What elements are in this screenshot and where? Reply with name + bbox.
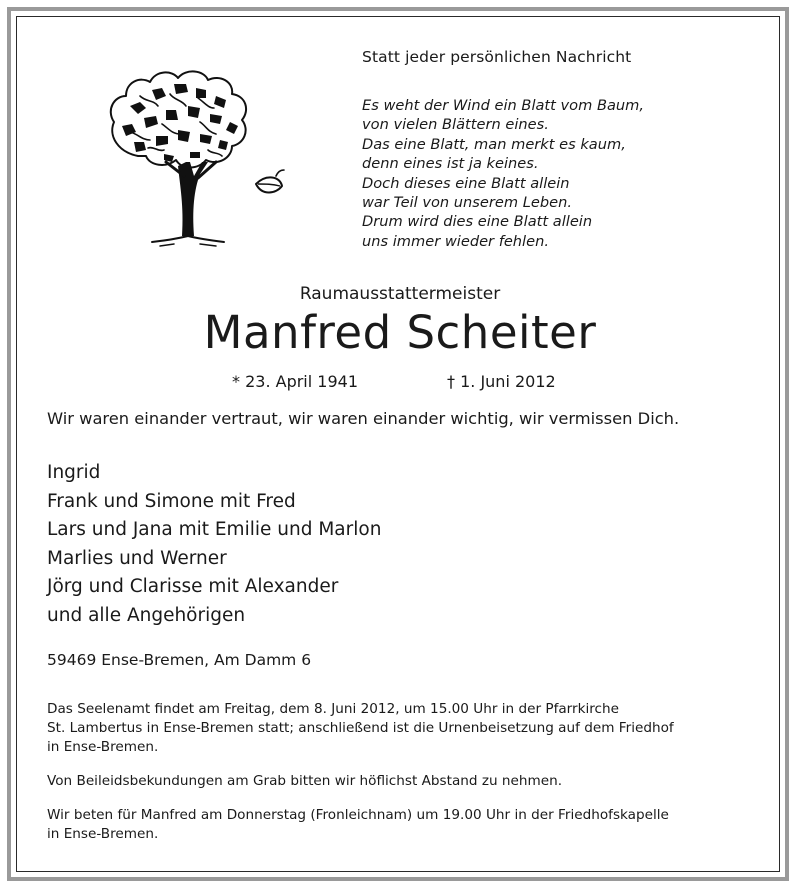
poem-line: war Teil von unserem Leben. (362, 194, 572, 212)
poem-line: uns immer wieder fehlen. (362, 232, 549, 250)
mourner: und alle Angehörigen (47, 604, 246, 626)
profession: Raumausstattermeister (299, 284, 501, 304)
notice-line: Wir beten für Manfred am Donnerstag (Fronleichnam) um 19.00 Uhr in der Friedhofskapelle (47, 807, 669, 823)
mourners-list (47, 459, 381, 630)
tree-icon (100, 66, 290, 254)
poem-line: Doch dieses eine Blatt allein (362, 174, 570, 192)
mourner: Marlies und Werner (47, 547, 227, 569)
mourner: Ingrid (47, 462, 101, 483)
mourner: Lars und Jana mit Emilie und Marlon (47, 519, 382, 540)
requiem-notice (47, 700, 767, 758)
notice-line: St. Lambertus in Ense-Bremen statt; anschließend ist die Urnenbeisetzung auf dem Friedhof (47, 720, 674, 737)
prayer-notice (47, 806, 767, 844)
poem-line: Drum wird dies eine Blatt allein (362, 213, 593, 231)
notice-line: in Ense-Bremen. (47, 826, 159, 843)
address: 59469 Ense-Bremen, Am Damm 6 (47, 651, 312, 669)
birth-date: * 23. April 1941 (232, 372, 358, 391)
poem (362, 96, 644, 251)
poem-line: Das eine Blatt, man merkt es kaum, (362, 135, 626, 153)
motto: Wir waren einander vertraut, wir waren einander wichtig, wir vermissen Dich. (47, 409, 680, 428)
mourner: Frank und Simone mit Fred (47, 490, 296, 512)
poem-line: von vielen Blättern eines. (362, 116, 549, 134)
deceased-name: Manfred Scheiter (203, 306, 597, 359)
poem-line: denn eines ist ja keines. (362, 155, 539, 173)
notice-line: Von Beileidsbekundungen am Grab bitten wir höflichst Abstand zu nehmen. (47, 773, 563, 789)
leaf-icon (256, 170, 284, 193)
mourner: Jörg und Clarisse mit Alexander (47, 576, 339, 597)
poem-line: Es weht der Wind ein Blatt vom Baum, (362, 97, 644, 114)
notice-line: Das Seelenamt findet am Freitag, dem 8. Juni 2012, um 15.00 Uhr in der Pfarrkirche (47, 701, 620, 717)
intro-line: Statt jeder persönlichen Nachricht (362, 48, 632, 66)
death-date: † 1. Juni 2012 (447, 372, 556, 391)
condolence-notice (47, 772, 767, 791)
notice-line: in Ense-Bremen. (47, 739, 159, 756)
